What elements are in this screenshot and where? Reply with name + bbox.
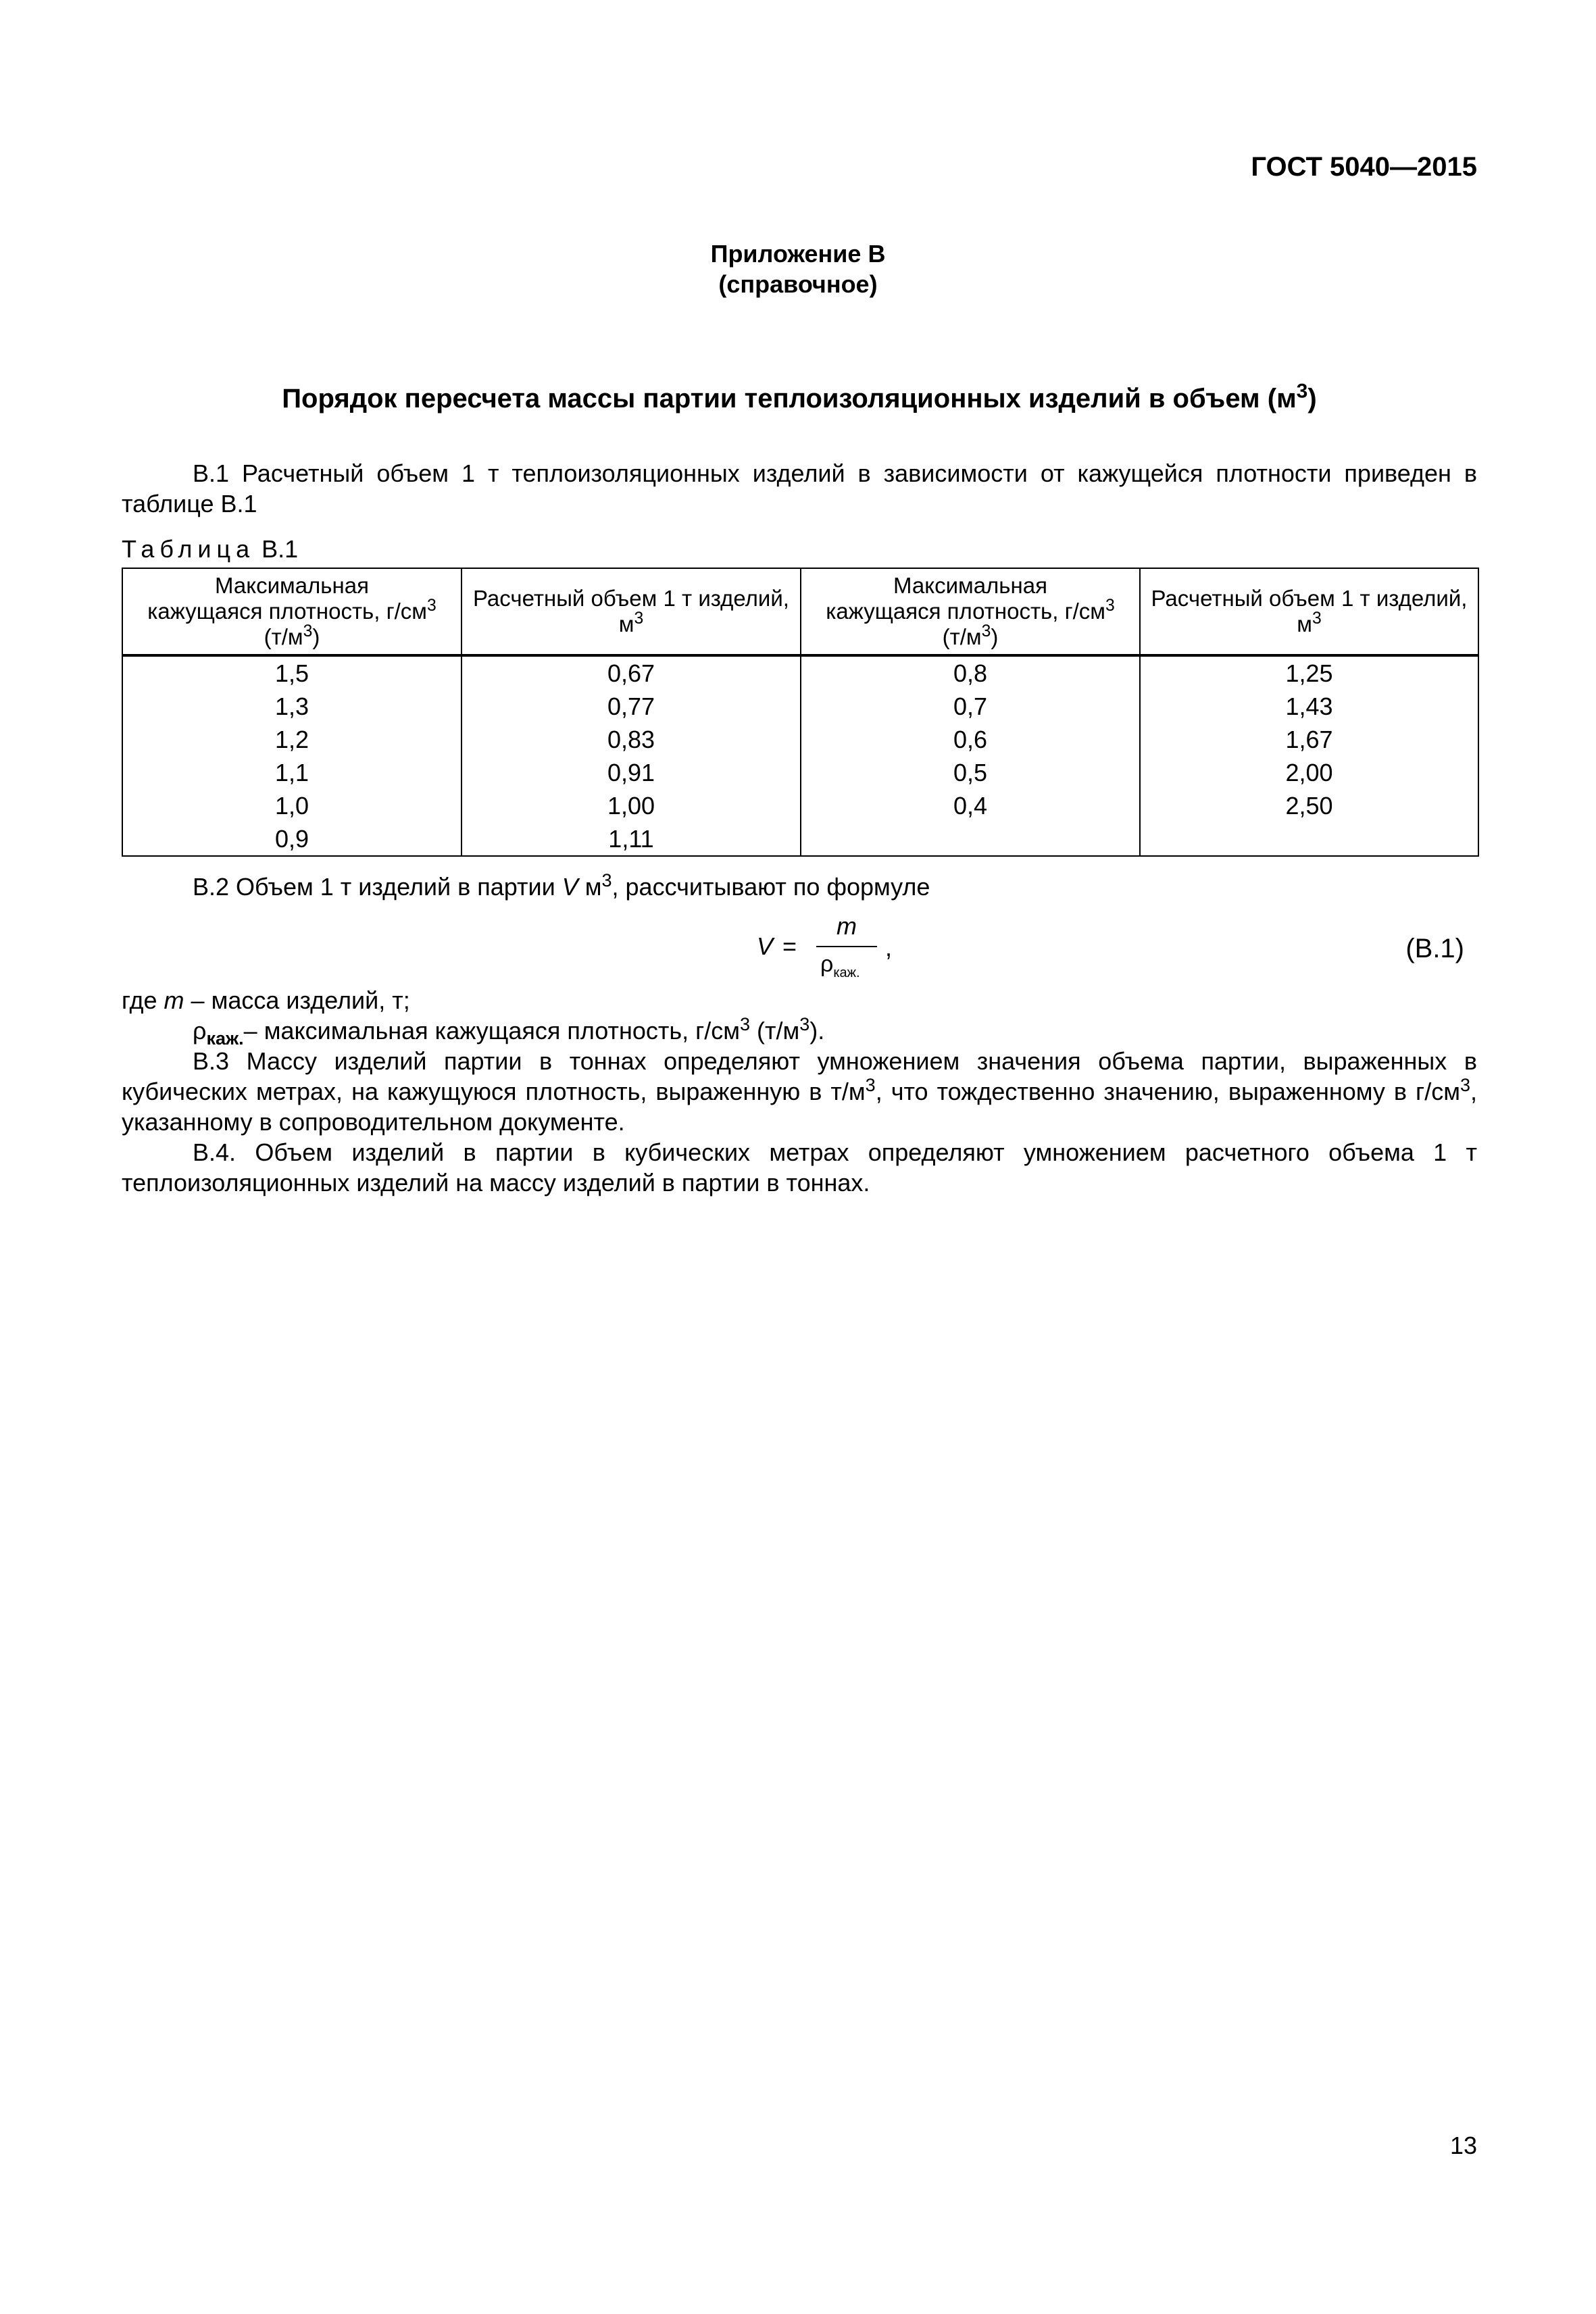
table-cell: 1,3 bbox=[122, 690, 462, 723]
formula-lhs: V bbox=[757, 932, 774, 960]
table-cell: 1,00 bbox=[462, 789, 801, 822]
formula-b1 bbox=[757, 912, 892, 993]
formula-comma: , bbox=[885, 934, 893, 961]
page-number: 13 bbox=[1449, 2132, 1477, 2159]
table-cell: 1,5 bbox=[122, 655, 462, 690]
formula-equals: = bbox=[782, 932, 797, 960]
paragraph-b1: В.1 Расчетный объем 1 т теплоизоляционных изделий в зависимости от кажущейся плотности приведен в таблице В.1 bbox=[122, 459, 1477, 518]
table-header-density: Максимальная кажущаяся плотность, $г/см^3$ $(т/м^3)$ bbox=[122, 568, 462, 655]
table-row bbox=[122, 822, 1478, 856]
table-row bbox=[122, 723, 1478, 756]
table-cell: 1,67 bbox=[1140, 723, 1478, 756]
table-row bbox=[122, 756, 1478, 789]
table-header-volume: Расчетный объем 1 т изделий, $м^3$ bbox=[462, 568, 801, 655]
paragraph-b3: В.3 Массу изделий партии в тоннах определяют умножением значения объема партии, выраженных в кубических метрах, на кажущуюся плотность, выраженную в $т/м^3$, что тождественно значению, выраженному в $г/см^3$, указанному в сопроводительном документе. bbox=[122, 1047, 1477, 1136]
table-cell: 0,77 bbox=[462, 690, 801, 723]
table-row bbox=[122, 690, 1478, 723]
table-cell bbox=[801, 822, 1140, 856]
table-cell: 0,7 bbox=[801, 690, 1140, 723]
annex-title: Приложение В bbox=[710, 240, 886, 268]
table-cell: 0,83 bbox=[462, 723, 801, 756]
table-cell: 1,1 bbox=[122, 756, 462, 789]
density-volume-table bbox=[122, 568, 1479, 857]
formula-number: (В.1) bbox=[1405, 934, 1464, 963]
formula-denominator: $\rho_{каж.}$ bbox=[820, 951, 860, 980]
table-cell: 0,67 bbox=[462, 655, 801, 690]
table-row bbox=[122, 789, 1478, 822]
fraction-bar bbox=[816, 946, 877, 947]
table-cell: 0,91 bbox=[462, 756, 801, 789]
formula-numerator: m bbox=[837, 912, 857, 940]
table-cell: 0,9 bbox=[122, 822, 462, 856]
table-cell: 2,00 bbox=[1140, 756, 1478, 789]
table-cell: 1,43 bbox=[1140, 690, 1478, 723]
table-cell: 0,4 bbox=[801, 789, 1140, 822]
table-cell: 0,6 bbox=[801, 723, 1140, 756]
table-caption: Таблица В.1 bbox=[122, 535, 299, 563]
table-cell: 0,8 bbox=[801, 655, 1140, 690]
table-cell: 2,50 bbox=[1140, 789, 1478, 822]
table-cell: 1,25 bbox=[1140, 655, 1478, 690]
annex-status: (справочное) bbox=[718, 270, 878, 298]
paragraph-b2: В.2 Объем 1 т изделий в партии V $м^3$, рассчитывают по формуле bbox=[193, 870, 930, 901]
rho-definition: $\rho_{каж.}-$ максимальная кажущаяся плотность, $г/см^3$ $(т/м^3)$. bbox=[193, 1014, 825, 1049]
table-cell: 1,11 bbox=[462, 822, 801, 856]
table-row bbox=[122, 655, 1478, 690]
table-cell: 1,2 bbox=[122, 723, 462, 756]
table-header-volume: Расчетный объем 1 т изделий, $м^3$ bbox=[1140, 568, 1478, 655]
table-header-density: Максимальная кажущаяся плотность, $г/см^3$ $(т/м^3)$ bbox=[801, 568, 1140, 655]
section-title: Порядок пересчета массы партии теплоизоляционных изделий в объем $(м^3)$ bbox=[282, 380, 1317, 413]
table-cell bbox=[1140, 822, 1478, 856]
paragraph-b4: В.4. Объем изделий в партии в кубических метрах определяют умножением расчетного объема 1 т теплоизоляционных изделий на массу изделий в партии в тоннах. bbox=[122, 1138, 1477, 1197]
table-cell: 0,5 bbox=[801, 756, 1140, 789]
where-line: где m – масса изделий, т; bbox=[122, 986, 410, 1014]
standard-designation: ГОСТ 5040—2015 bbox=[1251, 152, 1477, 182]
table-cell: 1,0 bbox=[122, 789, 462, 822]
